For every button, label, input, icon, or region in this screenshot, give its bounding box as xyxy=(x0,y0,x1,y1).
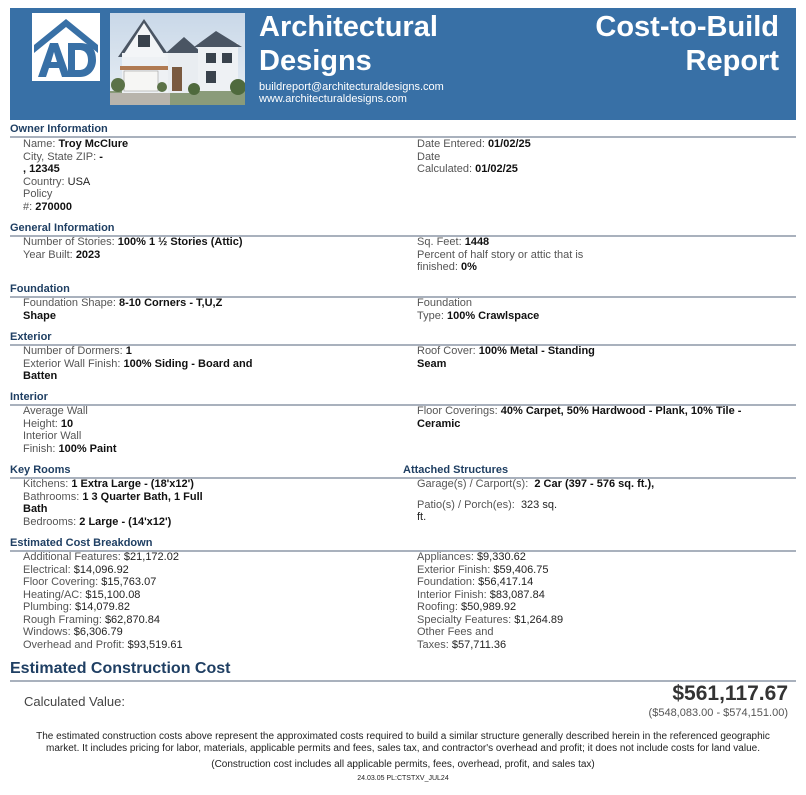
bathrooms: Bathrooms: 1 3 Quarter Bath, 1 Full xyxy=(23,490,203,503)
bedrooms: Bedrooms: 2 Large - (14'x12') xyxy=(23,515,172,528)
general-left xyxy=(23,236,242,261)
owner-policy: #: 270000 xyxy=(23,200,72,213)
cost-item-other-fees: Taxes: $57,711.36 xyxy=(417,638,507,651)
cost-item: Roofing: $50,989.92 xyxy=(417,601,517,613)
owner-city: City, State ZIP: - xyxy=(23,150,103,163)
section-foundation: Foundation xyxy=(10,283,796,298)
section-owner-information: Owner Information xyxy=(10,123,796,138)
cost-item: Exterior Finish: $59,406.75 xyxy=(417,563,549,576)
exterior-left: Number of Dormers: 1 Exterior Wall Finish: 100% Siding - Board and Batten xyxy=(23,345,253,382)
date-calculated: Calculated: 01/02/25 xyxy=(417,163,518,175)
disclaimer: The estimated construction costs above represent the approximated costs required to build a similar structure generally described herein in the referenced geographic market. It includes pricing for labor, materials, applicable permits and fees, sales tax, and contractor's overhead and profit; it does not include costs for land value. xyxy=(36,731,770,754)
exterior-right: Roof Cover: 100% Metal - Standing Seam xyxy=(417,345,595,370)
foundation-type: Type: 100% Crawlspace xyxy=(417,309,540,322)
section-interior: Interior xyxy=(10,391,796,406)
number-of-stories: Number of Stories: 100% 1 ½ Stories (Attic) xyxy=(23,236,243,248)
calculated-value-range: ($548,083.00 - $574,151.00) xyxy=(648,707,788,719)
section-exterior: Exterior xyxy=(10,331,796,346)
house-photo xyxy=(110,13,245,105)
cost-item: Plumbing: $14,079.82 xyxy=(23,601,131,613)
breakdown-left xyxy=(23,551,183,651)
owner-zip: , 12345 xyxy=(23,163,60,175)
kitchens: Kitchens: 1 Extra Large - (18'x12') xyxy=(23,478,194,490)
general-right: Sq. Feet: 1448 Percent of half story or attic that is finished: 0% xyxy=(417,236,584,273)
calculated-value-label: Calculated Value: xyxy=(24,694,125,709)
cost-item: Heating/AC: $15,100.08 xyxy=(23,588,141,601)
section-key-rooms: Key Rooms xyxy=(10,464,796,479)
owner-country: Country: USA xyxy=(23,175,91,188)
breakdown-right: Appliances: $9,330.62 Exterior Finish: $59,406.75 Foundation: $56,417.14 Interior Finish: $83,087.84 Roofing: $50,989.92 Specialty Features: $1,264.89 Other Fees and Taxes: $57,711.36 xyxy=(417,551,564,651)
square-feet: Sq. Feet: 1448 xyxy=(417,236,490,248)
foundation-right: Foundation Type: 100% Crawlspace xyxy=(417,297,540,322)
report-code: 24.03.05 PL:CTSTXV_JUL24 xyxy=(357,775,449,782)
cost-item: Appliances: $9,330.62 xyxy=(417,551,526,563)
construction-cost-note: (Construction cost includes all applicable permits, fees, overhead, profit, and sales tax) xyxy=(211,759,595,770)
average-wall-height: Height: 10 xyxy=(23,417,74,430)
section-attached-structures: Attached Structures xyxy=(403,464,509,476)
key-rooms-list: Kitchens: 1 Extra Large - (18'x12') Bathrooms: 1 3 Quarter Bath, 1 Full Bath Bedrooms: 2 Large - (14'x12') xyxy=(23,478,203,528)
section-estimated-construction-cost: Estimated Construction Cost xyxy=(10,660,796,682)
interior-left: Average Wall Height: 10 Interior Wall Finish: 100% Paint xyxy=(23,405,117,455)
report-title: Cost-to-Build Report xyxy=(595,11,779,77)
cost-item: Windows: $6,306.79 xyxy=(23,626,123,638)
cost-item: Interior Finish: $83,087.84 xyxy=(417,588,545,601)
contact-email[interactable]: buildreport@architecturaldesigns.com xyxy=(259,81,444,93)
garage-carport: Garage(s) / Carport(s): 2 Car (397 - 576 sq. ft.), xyxy=(417,478,655,490)
cost-item: Rough Framing: $62,870.84 xyxy=(23,613,160,626)
ad-logo xyxy=(32,13,100,81)
attached-structures-list: Garage(s) / Carport(s): 2 Car (397 - 576 sq. ft.), Patio(s) / Porch(es): 323 sq. ft. xyxy=(417,478,655,523)
attic-finished: finished: 0% xyxy=(417,261,477,273)
owner-right: Date Entered: 01/02/25 Date Calculated: 01/02/25 xyxy=(417,138,531,175)
brand-name: Architectural Designs xyxy=(259,11,438,77)
section-estimated-cost-breakdown: Estimated Cost Breakdown xyxy=(10,537,796,552)
cost-item: Electrical: $14,096.92 xyxy=(23,563,129,576)
exterior-wall-finish: Exterior Wall Finish: 100% Siding - Board and xyxy=(23,357,253,370)
contact-website[interactable]: www.architecturaldesigns.com xyxy=(259,93,407,105)
date-entered: Date Entered: 01/02/25 xyxy=(417,138,531,150)
foundation-left: Foundation Shape: 8-10 Corners - T,U,Z Shape xyxy=(23,297,223,322)
number-of-dormers: Number of Dormers: 1 xyxy=(23,345,132,357)
owner-name: Name: Troy McClure xyxy=(23,138,129,150)
foundation-shape: Foundation Shape: 8-10 Corners - T,U,Z xyxy=(23,297,223,309)
cost-item: Additional Features: $21,172.02 xyxy=(23,551,179,563)
section-general-information: General Information xyxy=(10,222,796,237)
cost-item: Foundation: $56,417.14 xyxy=(417,576,534,588)
report-header xyxy=(10,8,796,120)
year-built: Year Built: 2023 xyxy=(23,248,101,261)
cost-item: Floor Covering: $15,763.07 xyxy=(23,576,157,588)
cost-item: Overhead and Profit: $93,519.61 xyxy=(23,638,183,651)
interior-wall-finish: Finish: 100% Paint xyxy=(23,442,117,455)
floor-coverings: Floor Coverings: 40% Carpet, 50% Hardwood - Plank, 10% Tile - xyxy=(417,405,742,417)
calculated-value: $561,117.67 xyxy=(672,682,788,705)
cost-item: Specialty Features: $1,264.89 xyxy=(417,613,564,626)
owner-left: Name: Troy McClure City, State ZIP: - , 12345 Country: USA Policy #: 270000 xyxy=(23,138,129,213)
brand-contact xyxy=(259,81,444,105)
interior-right: Floor Coverings: 40% Carpet, 50% Hardwood - Plank, 10% Tile - Ceramic xyxy=(417,405,742,430)
patio-porch: Patio(s) / Porch(es): 323 sq. xyxy=(417,498,558,511)
roof-cover: Roof Cover: 100% Metal - Standing xyxy=(417,345,595,357)
